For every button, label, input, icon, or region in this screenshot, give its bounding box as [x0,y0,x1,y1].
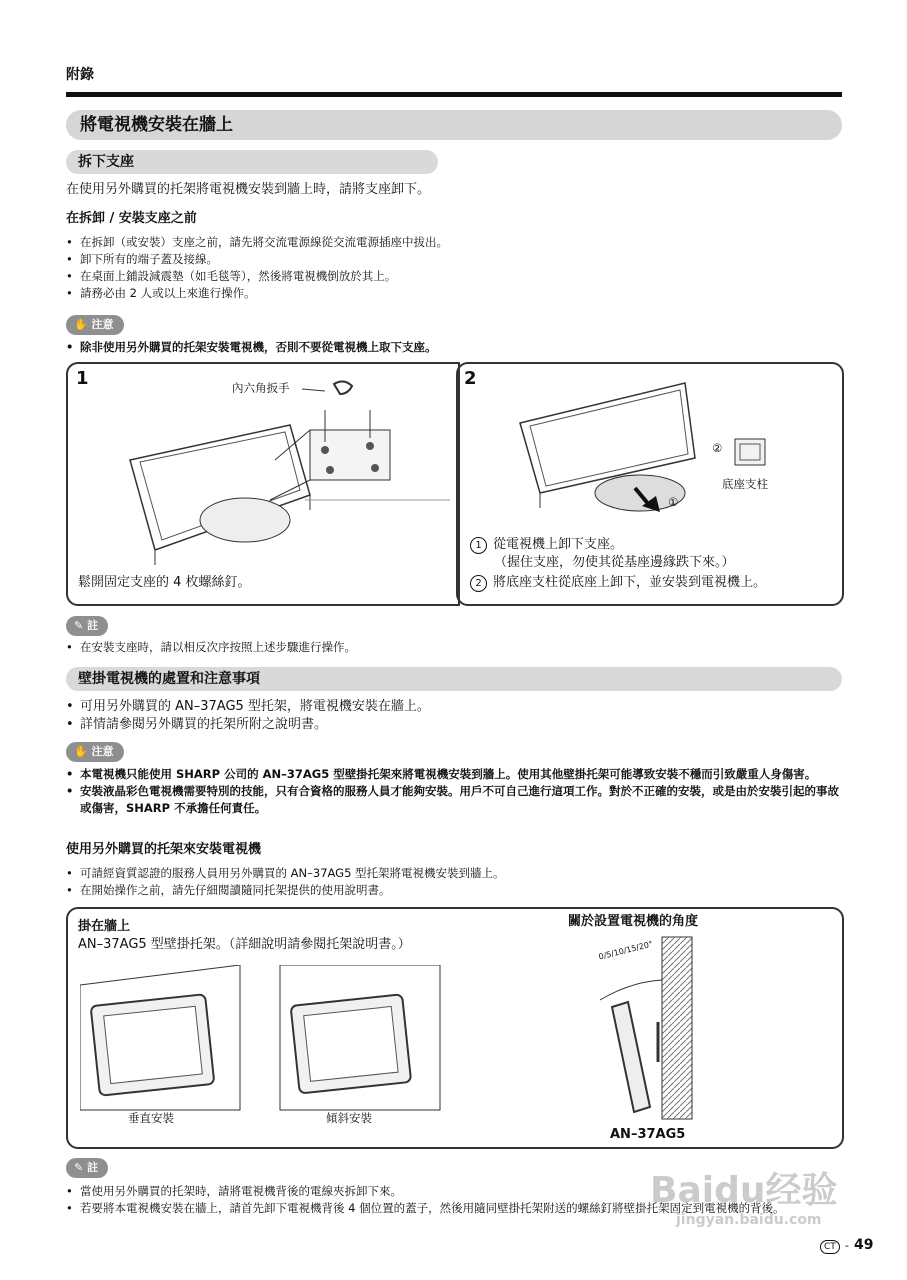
stand-post-icon [732,436,770,468]
page-title: 將電視機安裝在牆上 [66,110,842,140]
watermark-url: jingyan.baidu.com [676,1212,822,1228]
wrench-label: 內六角扳手 [232,381,290,395]
step1-caption: 鬆開固定支座的 4 枚螺絲釘。 [78,575,251,590]
list-item: • 詳情請參閱另外購買的托架所附之說明書。 [66,716,826,734]
list-item: • 請務必由 2 人或以上來進行操作。 [66,285,826,302]
stand-post-label: 底座支柱 [722,477,768,491]
page-number: 49 [853,1237,874,1253]
pencil-icon: ✎ [74,1161,84,1174]
top-rule [66,92,842,97]
caution-list [66,339,826,356]
watermark-logo: Baidu经验 [650,1170,838,1211]
vertical-label: 垂直安裝 [128,1111,174,1125]
hand-icon: ✋ [74,318,88,331]
before-list [66,234,826,302]
wall-mount-illustration [80,965,520,1115]
step2-line2 [470,574,766,592]
wall-heading: 壁掛電視機的處置和注意事項 [66,667,842,691]
caution-label: 注意 [91,745,114,758]
angle-values: 0/5/10/15/20° [597,939,654,962]
angle-title: 關於設置電視機的角度 [568,914,699,929]
note-tag [66,616,108,636]
step1-number: 1 [76,368,89,389]
list-item: • 在桌面上鋪設減震墊（如毛毯等），然後將電視機倒放於其上。 [66,268,826,285]
list-item: • 本電視機只能使用 SHARP 公司的 AN–37AG5 型壁掛托架來將電視機安裝到牆上。使用其他壁掛托架可能導致安裝不穩而引致嚴重人身傷害。 [66,766,842,783]
detach-intro: 在使用另外購買的托架將電視機安裝到牆上時，請將支座卸下。 [66,182,431,197]
tv-stand-removal-illustration [120,380,450,570]
wall-list [66,698,826,734]
section-label: 附錄 [66,67,94,83]
note-list [66,639,826,656]
list-item: • 在安裝支座時，請以相反次序按照上述步驟進行操作。 [66,639,826,656]
caution-label: 注意 [91,318,114,331]
list-item: • 在拆卸（或安裝）支座之前，請先將交流電源線從交流電源插座中拔出。 [66,234,826,251]
wall-panel-desc: AN–37AG5 型壁掛托架。（詳細說明請參閱托架說明書。） [78,937,411,952]
caution-tag-2 [66,742,124,762]
marker-1: ① [668,495,679,509]
marker-2: ② [712,441,723,455]
bracket-heading: 使用另外購買的托架來安裝電視機 [66,842,262,857]
detach-heading: 拆下支座 [66,150,438,174]
bracket-list [66,865,826,899]
circle-one-icon: 1 [470,537,487,554]
step2-line1-text: 從電視機上卸下支座。 [493,537,624,552]
language-badge: CT [820,1240,840,1254]
note-label: 註 [87,1161,99,1174]
caution-tag [66,315,124,335]
step2-number: 2 [464,368,477,389]
list-item: • 可請經資質認證的服務人員用另外購買的 AN–37AG5 型托架將電視機安裝到牆上。 [66,865,826,882]
list-item: • 除非使用另外購買的托架安裝電視機，否則不要從電視機上取下支座。 [66,339,826,356]
list-item: • 當使用另外購買的托架時，請將電視機背後的電線夾拆卸下來。 [66,1183,846,1200]
pencil-icon: ✎ [74,619,84,632]
wall-caution-list [66,766,842,817]
page-footer [820,1234,873,1254]
before-heading: 在拆卸 / 安裝支座之前 [66,211,197,226]
note-label: 註 [87,619,99,632]
step2-line1 [470,536,623,554]
list-item: • 可用另外購買的 AN–37AG5 型托架，將電視機安裝在牆上。 [66,698,826,716]
step2-line2-text: 將底座支柱從底座上卸下，並安裝到電視機上。 [493,575,767,590]
tilt-angle-illustration [590,932,695,1127]
list-item: • 若要將本電視機安裝在牆上，請首先卸下電視機背後 4 個位置的蓋子，然後用隨同壁掛托架附送的螺絲釘將壁掛托架固定到電視機的背後。 [66,1200,846,1217]
tilt-label: 傾斜安裝 [326,1111,372,1125]
stand-detach-illustration [500,378,700,538]
list-item: • 安裝液晶彩色電視機需要特別的技能，只有合資格的服務人員才能夠安裝。用戶不可自己進行這項工作。對於不正確的安裝，或是由於安裝引起的事故或傷害，SHARP 不承擔任何責任。 [66,783,842,817]
wall-panel-title: 掛在牆上 [78,919,131,934]
footer-separator: - [844,1239,849,1252]
step2-line1b: （握住支座，勿使其從基座邊緣跌下來。） [494,555,735,570]
list-item: • 在開始操作之前，請先仔細閱讀隨同托架提供的使用說明書。 [66,882,826,899]
note-tag-2 [66,1158,108,1178]
circle-two-icon: 2 [470,575,487,592]
hand-icon: ✋ [74,745,88,758]
list-item: • 卸下所有的端子蓋及接線。 [66,251,826,268]
bracket-model: AN–37AG5 [610,1127,686,1142]
